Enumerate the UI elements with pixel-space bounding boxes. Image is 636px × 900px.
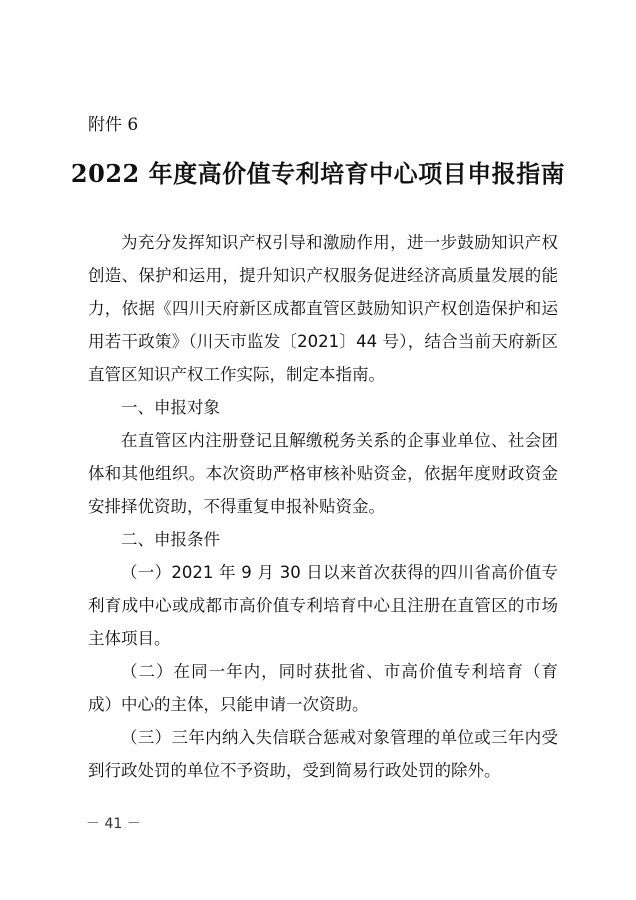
condition-item-1: （一）2021 年 9 月 30 日以来首次获得的四川省高价值专利育成中心或成都市高价值专利培育中心且注册在直管区的市场主体项目。	[88, 563, 558, 648]
condition-item-3: （三）三年内纳入失信联合惩戒对象管理的单位或三年内受到行政处罚的单位不予资助，受到简易行政处罚的除外。	[88, 728, 558, 780]
section-heading-conditions: 二、申报条件	[121, 530, 220, 549]
attachment-label: 附件 6	[88, 115, 139, 135]
page-number: － 41 －	[86, 816, 141, 832]
document-title: 2022 年度高价值专利培育中心项目申报指南	[70, 159, 566, 188]
condition-item-2: （二）在同一年内，同时获批省、市高价值专利培育（育成）中心的主体，只能申请一次资助。	[88, 662, 558, 714]
applicants-paragraph: 在直管区内注册登记且解缴税务关系的企事业单位、社会团体和其他组织。本次资助严格审核补贴资金，依据年度财政资金安排择优资助，不得重复申报补贴资金。	[88, 431, 558, 516]
section-heading-applicants: 一、申报对象	[121, 398, 220, 417]
intro-paragraph: 为充分发挥知识产权引导和激励作用，进一步鼓励知识产权创造、保护和运用，提升知识产权服务促进经济高质量发展的能力，依据《四川天府新区成都直管区鼓励知识产权创造保护和运用若干政策》（川天市监发〔2021〕44 号），结合当前天府新区直管区知识产权工作实际，制定本指南。	[88, 233, 558, 384]
document-body	[88, 226, 558, 787]
